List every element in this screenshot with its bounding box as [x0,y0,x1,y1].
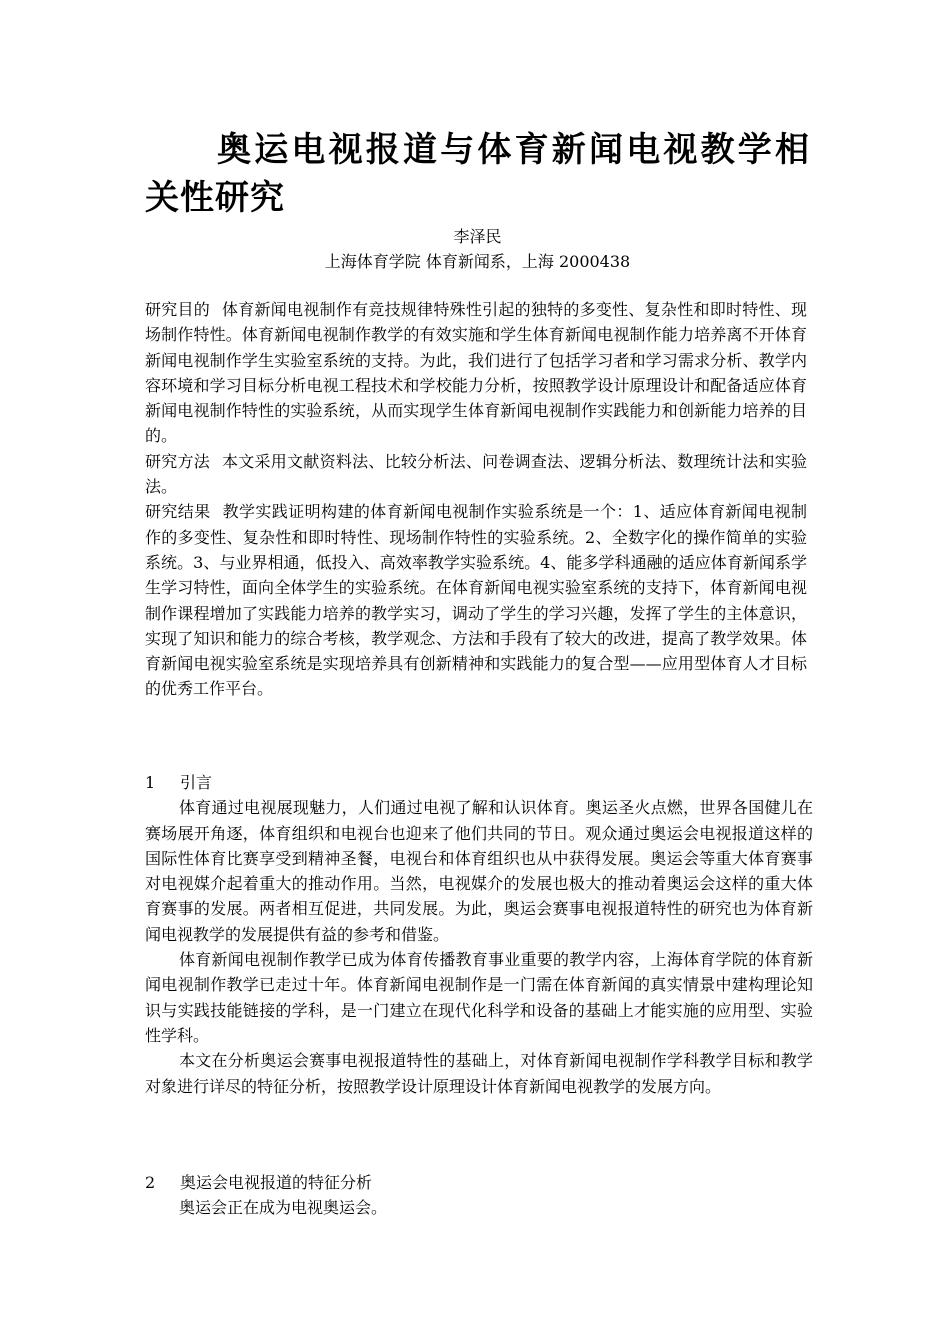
abstract-purpose-label: 研究目的 [145,300,211,319]
section-heading [145,770,813,795]
body-paragraph: 奥运会正在成为电视奥运会。 [179,1198,388,1218]
abstract-result [145,499,807,701]
abstract [145,297,807,702]
section-number: 2 [145,1173,156,1192]
abstract-method [145,449,807,500]
paper-title: 奥运电视报道与体育新闻电视教学相关性研究 [145,130,810,218]
section-title: 引言 [180,773,213,792]
section-heading [145,1170,813,1195]
section-number: 1 [145,773,156,792]
author-affiliation: 上海体育学院 体育新闻系，上海 2000438 [324,252,631,271]
abstract-method-label: 研究方法 [145,451,211,471]
section-olympic-tv-analysis [145,1170,813,1221]
section-title: 奥运会电视报道的特征分析 [180,1173,373,1192]
body-paragraph: 体育通过电视展现魅力，人们通过电视了解和认识体育。奥运圣火点燃，世界各国健儿在赛场展开角逐，体育组织和电视台也迎来了他们共同的节日。观众通过奥运会电视报道这样的国际性体育比赛享受到精神圣餐，电视台和体育组织也从中获得发展。奥运会等重大体育赛事对电视媒介起着重大的推动作用。当然，电视媒介的发展也极大的推动着奥运会这样的重大体育赛事的发展。两者相互促进，共同发展。为此，奥运会赛事电视报道特性的研究也为体育新闻电视教学的发展提供有益的参考和借鉴。 [145,798,813,944]
abstract-method-text: 本文采用文献资料法、比较分析法、问卷调查法、逻辑分析法、数理统计法和实验法。 [145,451,807,497]
abstract-purpose-text: 体育新闻电视制作有竞技规律特殊性引起的独特的多变性、复杂性和即时特性、现场制作特性。体育新闻电视制作教学的有效实施和学生体育新闻电视制作能力培养离不开体育新闻电视制作学生实验室系统的支持。为此，我们进行了包括学习者和学习需求分析、教学内容环境和学习目标分析电视工程技术和学校能力分析，按照教学设计原理设计和配备适应体育新闻电视制作特性的实验系统，从而实现学生体育新闻电视制作实践能力和创新能力培养的目的。 [145,300,807,446]
body-paragraph: 本文在分析奥运会赛事电视报道特性的基础上，对体育新闻电视制作学科教学目标和教学对象进行详尽的特征分析，按照教学设计原理设计体育新闻电视教学的发展方向。 [145,1051,813,1096]
author-name: 李泽民 [453,227,502,246]
abstract-result-label: 研究结果 [145,502,211,522]
abstract-result-text: 教学实践证明构建的体育新闻电视制作实验系统是一个：1、适应体育新闻电视制作的多变性、复杂性和即时特性、现场制作特性的实验系统。2、全数字化的操作简单的实验系统。3、与业界相通，低投入、高效率教学实验系统。4、能多学科通融的适应体育新闻系学生学习特性，面向全体学生的实验系统。在体育新闻电视实验室系统的支持下，体育新闻电视制作课程增加了实践能力培养的教学实习，调动了学生的学习兴趣，发挥了学生的主体意识，实现了知识和能力的综合考核，教学观念、方法和手段有了较大的改进，提高了教学效果。体育新闻电视实验室系统是实现培养具有创新精神和实践能力的复合型——应用型体育人才目标的优秀工作平台。 [145,502,807,699]
body-paragraph: 体育新闻电视制作教学已成为体育传播教育事业重要的教学内容，上海体育学院的体育新闻电视制作教学已走过十年。体育新闻电视制作是一门需在体育新闻的真实情景中建构理论知识与实践技能链接的学科，是一门建立在现代化科学和设备的基础上才能实施的应用型、实验性学科。 [145,950,813,1045]
section-introduction [145,770,813,1099]
abstract-purpose [145,297,807,449]
